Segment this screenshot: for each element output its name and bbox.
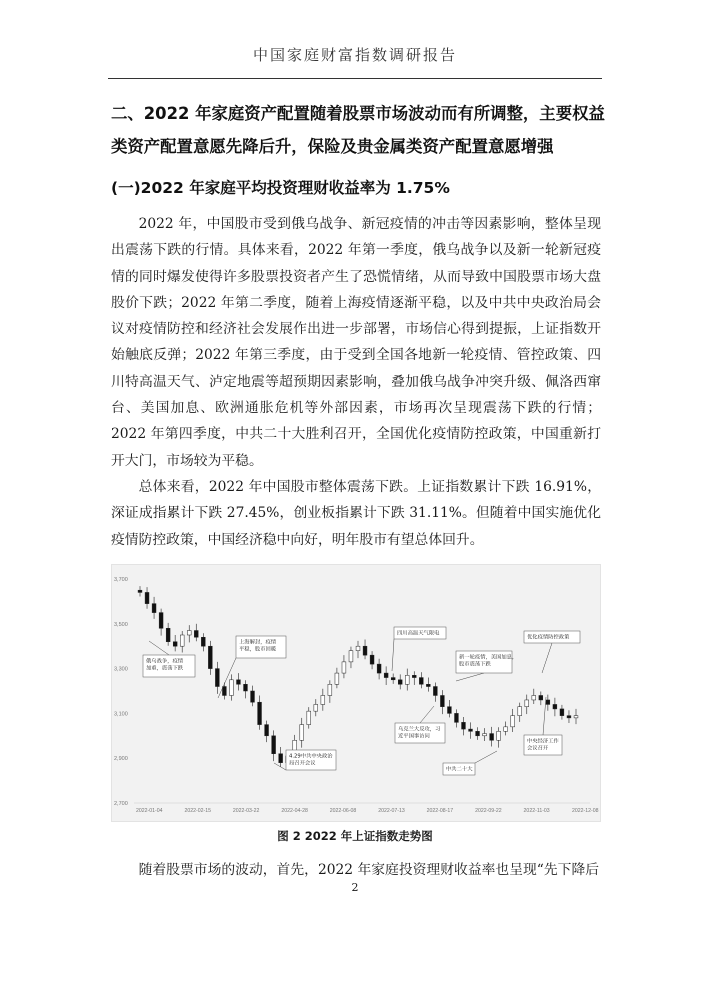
- candle-body: [525, 700, 529, 707]
- candle-body: [215, 669, 219, 687]
- candle-body: [560, 709, 564, 716]
- annotation-text: 俄乌战争，疫情: [146, 658, 184, 665]
- candle-body: [166, 628, 170, 641]
- candle-body: [539, 695, 543, 699]
- annotation-text: 优化疫情防控政策: [527, 634, 570, 641]
- candle-body: [363, 646, 367, 655]
- paragraph-market-review: 2022 年，中国股市受到俄乌战争、新冠疫情的冲击等因素影响，整体呈现出震荡下跌的行情。具体来看，2022 年第一季度，俄乌战争以及新一轮新冠疫情的同时爆发使得许多股票投资者产生了恐慌情绪，从而导致中国股票市场大盘股价下跌；2022 年第二季度，随着上海疫情逐渐平稳，以及中共中央政治局会议对疫情防控和经济社会发展作出进一步部署，市场信心得到提振，上证指数开始触底反弹；2022 年第三季度，由于受到全国各地新一轮疫情、管控政策、四川特高温天气、泸定地震等超预期因素影响，叠加俄乌战争冲突升级、佩洛西窜台、美国加息、欧洲通胀危机等外部因素，市场再次呈现震荡下跌的行情；2022 年第四季度，中共二十大胜利召开，全国优化疫情防控政策，中国重新打开大门，市场较为平稳。: [111, 216, 601, 469]
- candle-body: [553, 704, 557, 708]
- candle-body: [138, 590, 142, 592]
- candle-body: [433, 687, 437, 696]
- x-tick-label: 2022-02-15: [184, 808, 211, 814]
- candle-body: [328, 684, 332, 695]
- candle-body: [187, 631, 191, 635]
- candle-body: [208, 646, 212, 668]
- report-header: 中国家庭财富指数调研报告: [252, 46, 457, 64]
- candle-body: [145, 592, 149, 603]
- candle-body: [405, 675, 409, 684]
- candle-body: [258, 702, 262, 724]
- index-chart-figure: [111, 564, 601, 822]
- candle-body: [426, 684, 430, 686]
- x-tick-label: 2022-07-13: [378, 808, 405, 814]
- body-text: [111, 211, 601, 553]
- annotation-text: 4.29中共中央政治: [289, 753, 333, 760]
- annotation-text: 中共二十大: [446, 766, 473, 773]
- candle-body: [511, 716, 515, 727]
- candle-body: [567, 716, 571, 718]
- x-tick-label: 2022-01-04: [136, 808, 163, 814]
- section-heading-line-2: 类资产配置意愿先降后升，保险及贵金属类资产配置意愿增强: [111, 137, 554, 156]
- candle-body: [419, 678, 423, 685]
- candle-body: [265, 725, 269, 736]
- y-tick-label: 3,300: [114, 666, 128, 673]
- candle-body: [314, 704, 318, 711]
- y-tick-label: 3,700: [114, 577, 128, 583]
- annotation-text: 中央经济工作: [527, 738, 559, 745]
- candle-body: [222, 687, 226, 696]
- candle-body: [272, 736, 276, 754]
- candle-body: [504, 727, 508, 731]
- x-tick-label: 2022-03-22: [232, 808, 260, 814]
- candle-body: [307, 711, 311, 724]
- candle-body: [342, 662, 346, 673]
- candle-body: [356, 646, 360, 650]
- annotation-text: 新一轮疫情，美国加息，: [459, 654, 518, 661]
- candle-body: [335, 673, 339, 684]
- candle-body: [546, 700, 550, 704]
- candle-body: [476, 731, 480, 735]
- section-heading-line-1: 二、2022 年家庭资产配置随着股票市场波动而有所调整，主要权益: [111, 104, 605, 123]
- figure-caption: 图 2 2022 年上证指数走势图: [277, 829, 433, 843]
- x-tick-label: 2022-11-03: [523, 808, 550, 814]
- candle-body: [483, 734, 487, 736]
- x-tick-label: 2022-08-17: [426, 808, 454, 814]
- candle-body: [455, 713, 459, 722]
- paragraph-summary: 总体来看，2022 年中国股市整体震荡下跌。上证指数累计下跌 16.91%，深证成指累计下跌 27.45%，创业板指累计下跌 31.11%。但随着中国实施优化疫情防控政策，中国经济稳中向好，明年股市有望总体回升。: [111, 478, 601, 548]
- annotation-text: 四川高温天气限电: [397, 630, 440, 637]
- candle-body: [159, 613, 163, 629]
- annotation-leader: [420, 706, 434, 723]
- candle-body: [469, 729, 473, 731]
- annotation-leader: [392, 639, 394, 671]
- x-tick-label: 2022-12-08: [572, 808, 599, 814]
- continuation-text: 随着股票市场的波动，首先，2022 年家庭投资理财收益率也呈现“先下降后: [138, 862, 600, 878]
- candle-body: [152, 604, 156, 613]
- annotation-text: 加重，震荡下跌: [146, 665, 184, 672]
- annotation-text: 股市震荡下跌: [459, 661, 491, 668]
- y-tick-label: 2,900: [114, 756, 128, 763]
- candle-body: [244, 684, 248, 691]
- candle-body: [518, 707, 522, 716]
- x-tick-label: 2022-04-28: [281, 808, 308, 814]
- candle-body: [398, 680, 402, 684]
- candle-body: [251, 691, 255, 702]
- annotation-leader: [274, 763, 286, 770]
- y-tick-label: 2,700: [114, 801, 128, 807]
- annotation-text: 平稳，股市回暖: [239, 646, 277, 653]
- candle-body: [462, 722, 466, 729]
- annotation-leader: [475, 751, 497, 763]
- candle-body: [279, 754, 283, 763]
- subsection-heading: (一)2022 年家庭平均投资理财收益率为 1.75%: [111, 179, 450, 197]
- y-tick-label: 3,500: [114, 621, 128, 628]
- candle-body: [237, 680, 241, 684]
- candle-body: [490, 734, 494, 741]
- x-tick-label: 2022-06-08: [329, 808, 357, 814]
- page-number: 2: [351, 881, 359, 894]
- annotation-leader: [456, 673, 484, 681]
- candle-body: [377, 664, 381, 673]
- candle-body: [321, 695, 325, 704]
- candle-body: [173, 642, 177, 646]
- x-tick-label: 2022-09-22: [475, 808, 502, 814]
- candle-body: [412, 675, 416, 677]
- annotation-text: 乌克兰大反攻，习: [398, 726, 441, 733]
- annotation-leader: [543, 697, 546, 735]
- candle-body: [370, 655, 374, 664]
- candle-body: [349, 651, 353, 662]
- annotation-text: 近平国事访问: [398, 733, 430, 740]
- candle-body: [194, 631, 198, 638]
- y-tick-label: 3,100: [114, 711, 128, 718]
- candle-body: [229, 680, 233, 696]
- candle-body: [180, 635, 184, 646]
- header-divider: [108, 78, 602, 79]
- candle-body: [384, 673, 388, 677]
- candle-body: [391, 678, 395, 680]
- candle-body: [497, 731, 501, 740]
- annotation-text: 上海解封，疫情: [239, 639, 277, 646]
- candle-body: [300, 725, 304, 741]
- candle-body: [574, 716, 578, 718]
- candle-body: [440, 695, 444, 706]
- annotation-leader: [542, 643, 552, 673]
- candle-body: [201, 637, 205, 646]
- candle-body: [447, 707, 451, 714]
- annotation-leader: [149, 641, 169, 655]
- annotation-text: 会议召开: [527, 745, 549, 752]
- annotation-text: 局召开会议: [289, 760, 316, 767]
- candle-body: [532, 695, 536, 699]
- shanghai-index-chart: [112, 565, 600, 821]
